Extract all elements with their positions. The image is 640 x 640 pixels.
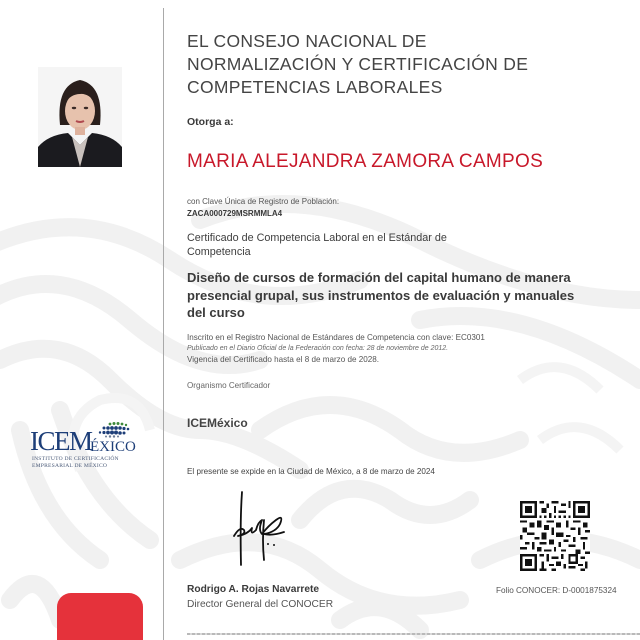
signature-icon	[228, 490, 298, 570]
recipient-photo	[38, 67, 122, 167]
registry-text: Inscrito en el Registro Nacional de Estándares de Competencia con clave: EC0301	[187, 333, 485, 342]
icemexico-logo	[30, 420, 134, 472]
person-photo-icon	[38, 67, 122, 167]
red-corner-tab	[57, 593, 143, 640]
vertical-divider	[163, 8, 164, 640]
standard-name: Diseño de cursos de formación del capital humano de manera presencial grupal, sus instrumentos de evaluación y manuales del curso	[187, 270, 575, 320]
logo-subtitle	[32, 456, 119, 469]
certifying-org-label: Organismo Certificador	[187, 381, 271, 390]
logo-subtitle-line2: EMPRESARIAL DE MÉXICO	[32, 462, 108, 469]
grants-label: Otorga a:	[187, 116, 234, 128]
curp-value: ZACA000729MSRMMLA4	[187, 209, 283, 218]
folio-number: Folio CONOCER: D-0001875324	[496, 586, 617, 595]
logo-wordmark: ICEM	[30, 426, 92, 456]
issuer-title: EL CONSEJO NACIONAL DE NORMALIZACIÓN Y CERTIFICACIÓN DE COMPETENCIAS LABORALES	[187, 31, 529, 97]
bottom-divider	[187, 633, 640, 635]
curp-label: con Clave Única de Registro de Población:	[187, 197, 340, 206]
signer-name: Rodrigo A. Rojas Navarrete	[187, 584, 320, 595]
validity-text: Vigencia del Certificado hasta el 8 de marzo de 2028.	[187, 355, 379, 364]
issued-text: El presente se expide en la Ciudad de México, a 8 de marzo de 2024	[187, 467, 435, 476]
signer-title: Director General del CONOCER	[187, 599, 334, 610]
certificate-type: Certificado de Competencia Laboral en el Estándar de Competencia	[187, 232, 447, 258]
certifying-org-name: ICEMéxico	[187, 416, 248, 430]
qr-code-icon[interactable]	[520, 501, 590, 571]
logo-subtitle-line1: INSTITUTO DE CERTIFICACIÓN	[32, 456, 119, 462]
published-text: Publicado en el Diario Oficial de la Federación con fecha: 28 de noviembre de 2012.	[187, 345, 449, 352]
logo-wordmark-small: ÉXICO	[90, 439, 136, 455]
recipient-name: MARIA ALEJANDRA ZAMORA CAMPOS	[187, 151, 544, 172]
logo-dots-icon	[96, 421, 132, 439]
